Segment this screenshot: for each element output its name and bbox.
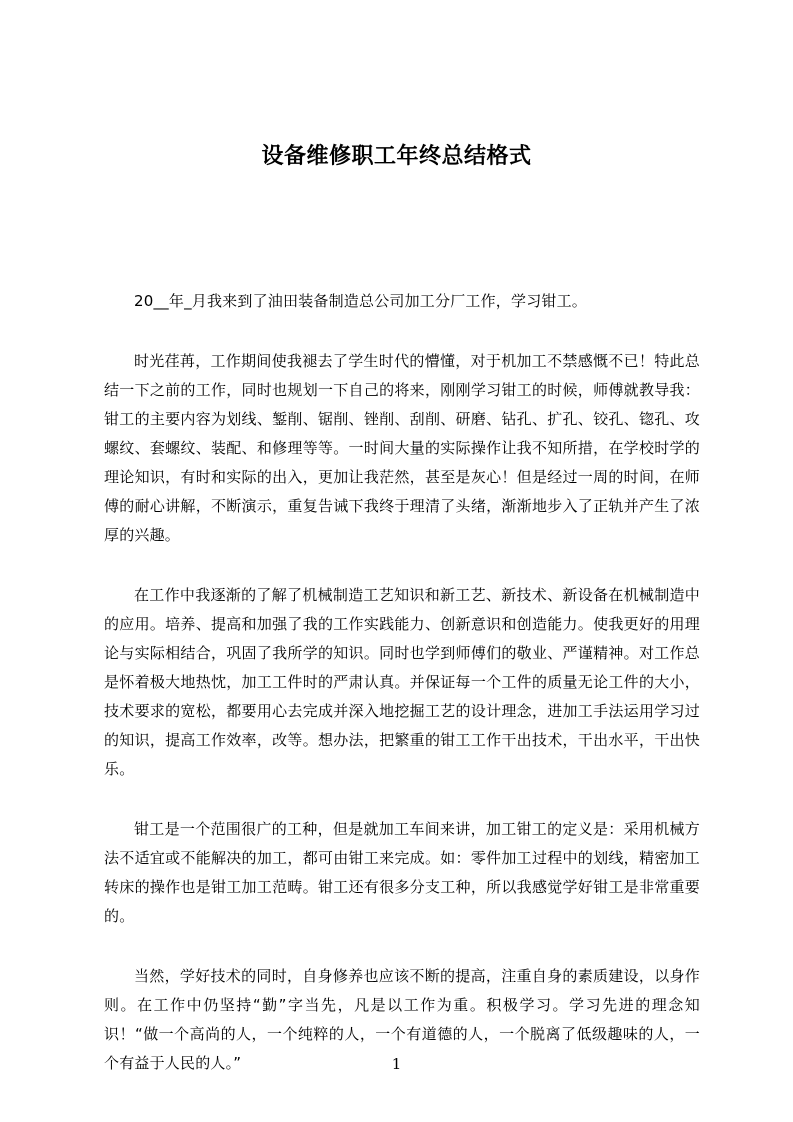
document-title: 设备维修职工年终总结格式 [261, 144, 532, 169]
paragraph-learning: 时光荏苒，工作期间使我褪去了学生时代的懵懂，对于机加工不禁感慨不已！特此总结一下之前的工作，同时也规划一下自己的将来，刚刚学习钳工的时候，师傅就教导我：钳工的主要内容为划线、錾削、锯削、锉削、刮削、研磨、钻孔、扩孔、铰孔、锪孔、攻螺纹、套螺纹、装配、和修理等等。一时间大量的实际操作让我不知所措，在学校时学的理论知识，有时和实际的出入，更加让我茫然，甚至是灰心！但是经过一周的时间，在师傅的耐心讲解，不断演示，重复告诫下我终于理清了头绪，渐渐地步入了正轨并产生了浓厚的兴趣。 [104, 352, 700, 544]
document-body [104, 287, 700, 1109]
paragraph-fitter-definition: 钳工是一个范围很广的工种，但是就加工车间来讲，加工钳工的定义是：采用机械方法不适宜或不能解决的加工，都可由钳工来完成。如：零件加工过程中的划线，精密加工转床的操作也是钳工加工范畴。钳工还有很多分支工种，所以我感觉学好钳工是非常重要的。 [104, 820, 700, 925]
paragraph-intro: 20__年_月我来到了油田装备制造总公司加工分厂工作，学习钳工。 [134, 292, 587, 310]
page-number: 1 [391, 1055, 402, 1073]
paragraph-self-cultivation: 当然，学好技术的同时，自身修养也应该不断的提高，注重自身的素质建设，以身作则。在工作中仍坚持“勤”字当先，凡是以工作为重。积极学习。学习先进的理念知识！“做一个高尚的人，一个纯粹的人，一个有道德的人，一个脱离了低级趣味的人，一个有益于人民的人。” [104, 967, 700, 1072]
paragraph-growth: 在工作中我逐渐的了解了机械制造工艺知识和新工艺、新技术、新设备在机械制造中的应用。培养、提高和加强了我的工作实践能力、创新意识和创造能力。使我更好的用理论与实际相结合，巩固了我所学的知识。同时也学到师傅们的敬业、严谨精神。对工作总是怀着极大地热忱，加工工件时的严肃认真。并保证每一个工件的质量无论工件的大小，技术要求的宽松，都要用心去完成并深入地挖掘工艺的设计理念，进加工手法运用学习过的知识，提高工作效率，改等。想办法，把繁重的钳工工作干出技术，干出水平，干出快乐。 [104, 586, 700, 778]
